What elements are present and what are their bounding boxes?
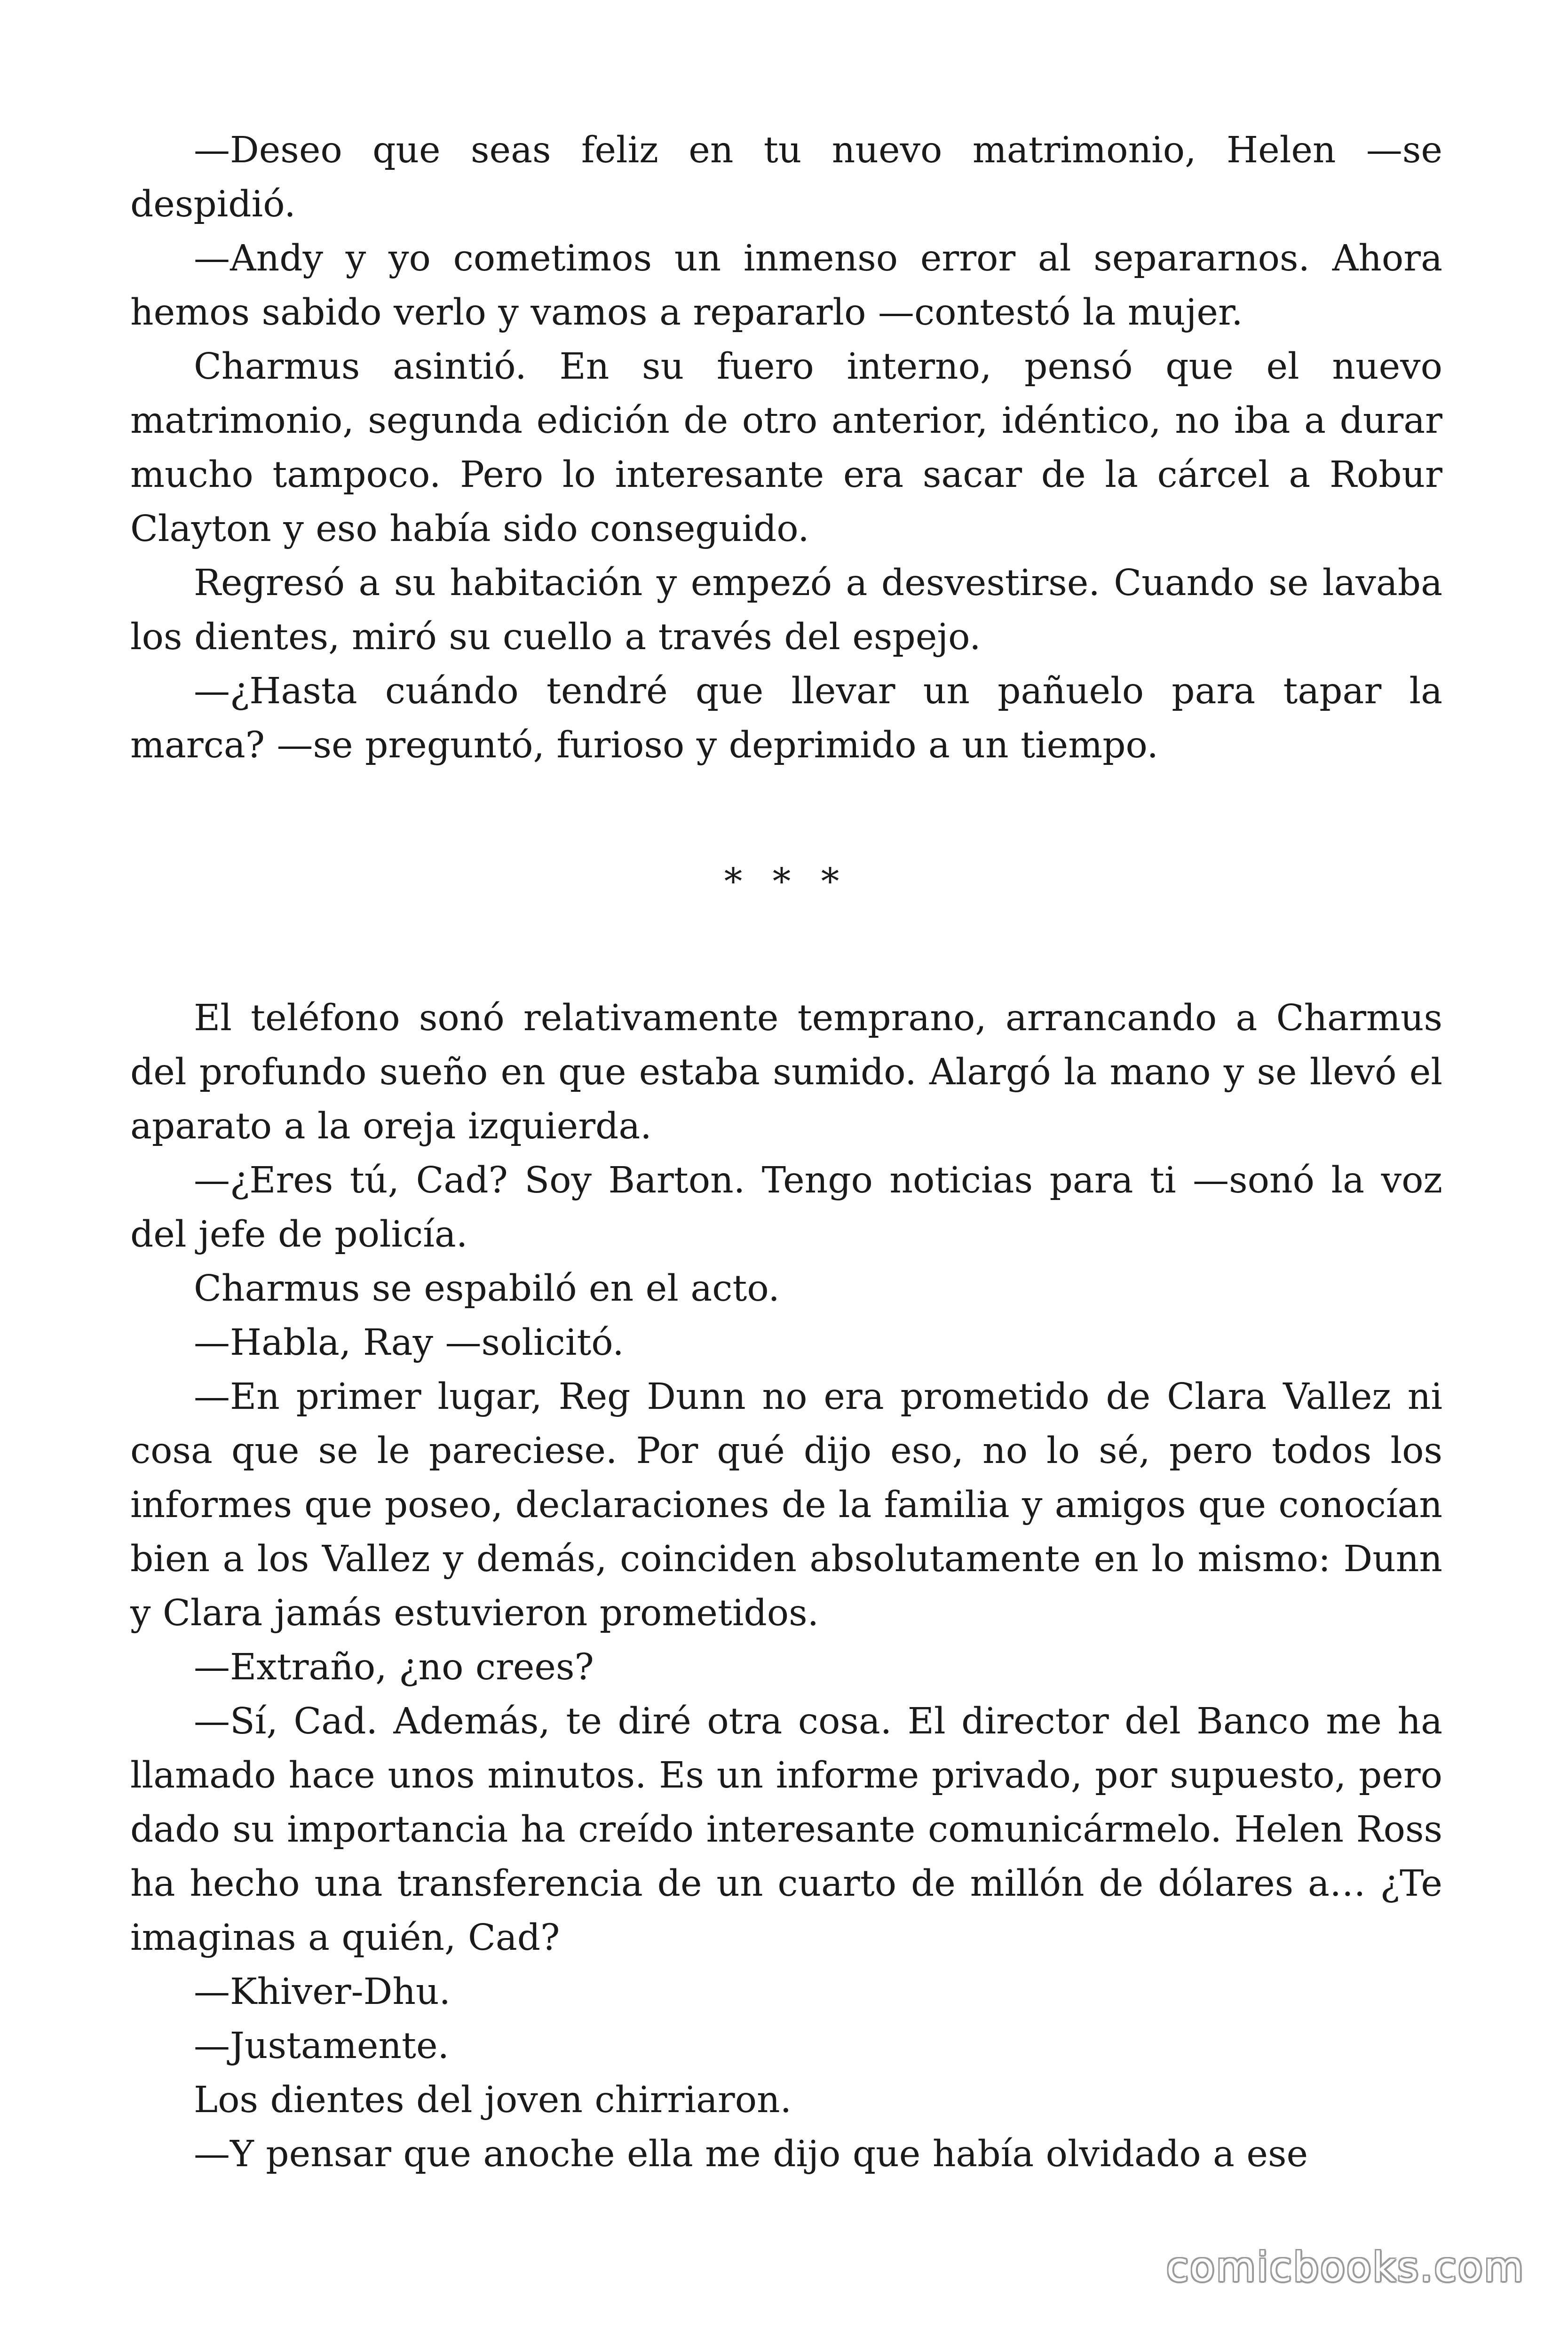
paragraph: —En primer lugar, Reg Dunn no era prometido de Clara Vallez ni cosa que se le pareciese. Por qué dijo eso, no lo sé, pero todos los informes que poseo, declaraciones de la familia y amigos que conocían bien a los Vallez y demás, coinciden absolutamente en lo mismo: Dunn y Clara jamás estuvieron prometidos. (130, 1376, 1442, 1634)
paragraph: Regresó a su habitación y empezó a desvestirse. Cuando se lavaba los dientes, miró su cuello a través del espejo. (130, 562, 1442, 658)
scene-separator: * * * (724, 861, 849, 903)
paragraph: —Justamente. (194, 2025, 449, 2067)
paragraph: —Y pensar que anoche ella me dijo que había olvidado a ese (194, 2133, 1308, 2175)
paragraph: —Habla, Ray —solicitó. (194, 1322, 624, 1364)
watermark-logo: comicbooks.com (1166, 2244, 1525, 2291)
page-body (130, 123, 1442, 2181)
paragraph: —Deseo que seas feliz en tu nuevo matrimonio, Helen —se despidió. (130, 129, 1442, 225)
paragraph: —Sí, Cad. Además, te diré otra cosa. El director del Banco me ha llamado hace unos minutos. Es un informe privado, por supuesto, pero dado su importancia ha creído interesante comunicármelo. Helen Ross ha hecho una transferencia de un cuarto de millón de dólares a… ¿Te imaginas a quién, Cad? (130, 1700, 1442, 1959)
paragraph: —Extraño, ¿no crees? (194, 1646, 594, 1688)
paragraph: —Khiver-Dhu. (194, 1971, 451, 2013)
paragraph: —¿Hasta cuándo tendré que llevar un pañuelo para tapar la marca? —se preguntó, furioso y deprimido a un tiempo. (130, 670, 1442, 766)
section-2 (130, 991, 1442, 2181)
section-1 (130, 123, 1442, 772)
paragraph: El teléfono sonó relativamente temprano, arrancando a Charmus del profundo sueño en que estaba sumido. Alargó la mano y se llevó el aparato a la oreja izquierda. (130, 997, 1442, 1147)
paragraph: Charmus se espabiló en el acto. (194, 1268, 780, 1310)
paragraph: Los dientes del joven chirriaron. (194, 2079, 792, 2121)
paragraph: Charmus asintió. En su fuero interno, pensó que el nuevo matrimonio, segunda edición de otro anterior, idéntico, no iba a durar mucho tampoco. Pero lo interesante era sacar de la cárcel a Robur Clayton y eso había sido conseguido. (130, 346, 1442, 550)
paragraph: —Andy y yo cometimos un inmenso error al separarnos. Ahora hemos sabido verlo y vamos a repararlo —contestó la mujer. (130, 238, 1442, 334)
paragraph: —¿Eres tú, Cad? Soy Barton. Tengo noticias para ti —sonó la voz del jefe de policía. (130, 1160, 1442, 1255)
